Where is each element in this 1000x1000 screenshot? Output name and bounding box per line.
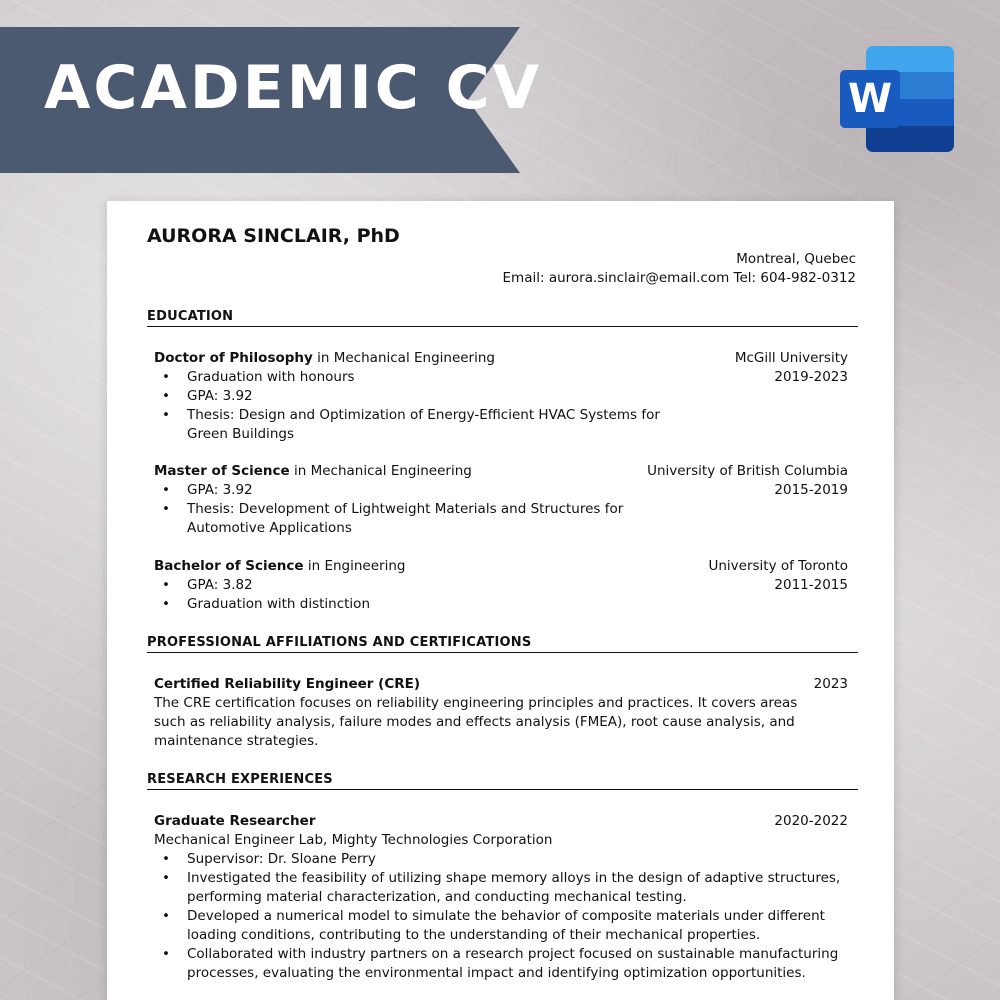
cv-document-page [107,201,894,1000]
list-item: • Developed a numerical model to simulate the behavior of composite materials under different loading conditions, contributing to the understanding of their mechanical properties. [154,907,854,945]
education-entry-phd [154,349,848,444]
list-item: • Investigated the feasibility of utilizing shape memory alloys in the design of adaptive structures, performing material characterization, and conducting mechanical testing. [154,869,854,907]
word-app-icon [840,46,956,152]
list-item: • GPA: 3.92 [154,387,848,406]
institution: McGill University [734,350,848,366]
list-item: • Thesis: Design and Optimization of Energy-Efficient HVAC Systems for Green Buildings [154,406,848,444]
degree-title: Bachelor of Science [154,558,304,574]
research-title: Graduate Researcher [154,813,316,829]
contact-line: Email: aurora.sinclair@email.com Tel: 604-982-0312 [502,270,856,286]
institution: University of Toronto [708,558,848,574]
research-organization: Mechanical Engineer Lab, Mighty Technologies Corporation [154,832,553,848]
certification-year: 2023 [813,676,848,692]
list-item: • GPA: 3.82 2011-2015 [154,576,848,595]
list-item: • Graduation with distinction [154,595,848,614]
degree-field: in Mechanical Engineering [289,463,472,479]
list-item: • Collaborated with industry partners on a research project focused on sustainable manufacturing processes, evaluating the environmental impact and identifying optimization opportunities. [154,945,854,983]
research-heading: RESEARCH EXPERIENCES [147,772,858,790]
certification-entry [154,675,848,751]
institution: University of British Columbia [647,463,848,479]
years: 2019-2023 [774,369,848,385]
education-entry-msc [154,462,848,538]
list-item: • Graduation with honours 2019-2023 [154,368,848,387]
education-entry-bsc [154,557,848,614]
research-years: 2020-2022 [774,813,848,829]
certification-title: Certified Reliability Engineer (CRE) [154,676,421,692]
list-item: • Supervisor: Dr. Sloane Perry [154,850,854,869]
degree-title: Doctor of Philosophy [154,350,313,366]
years: 2011-2015 [774,577,848,593]
degree-title: Master of Science [154,463,290,479]
banner-title: ACADEMIC CV [44,53,543,123]
word-icon-letter: W [847,76,893,122]
degree-field: in Engineering [303,558,406,574]
location: Montreal, Quebec [736,251,856,267]
education-heading: EDUCATION [147,309,858,327]
list-item: • GPA: 3.92 2015-2019 [154,481,848,500]
years: 2015-2019 [774,482,848,498]
contact-block [503,250,856,288]
cv-name: AURORA SINCLAIR, PhD [147,225,400,247]
affiliations-heading: PROFESSIONAL AFFILIATIONS AND CERTIFICATIONS [147,635,858,653]
degree-field: in Mechanical Engineering [312,350,495,366]
list-item: • Thesis: Development of Lightweight Materials and Structures for Automotive Applications [154,500,848,538]
certification-description: The CRE certification focuses on reliability engineering principles and practices. It covers areas such as reliability analysis, failure modes and effects analysis (FMEA), root cause analysis, and maintenance strategies. [154,695,798,749]
research-entry [154,812,848,983]
